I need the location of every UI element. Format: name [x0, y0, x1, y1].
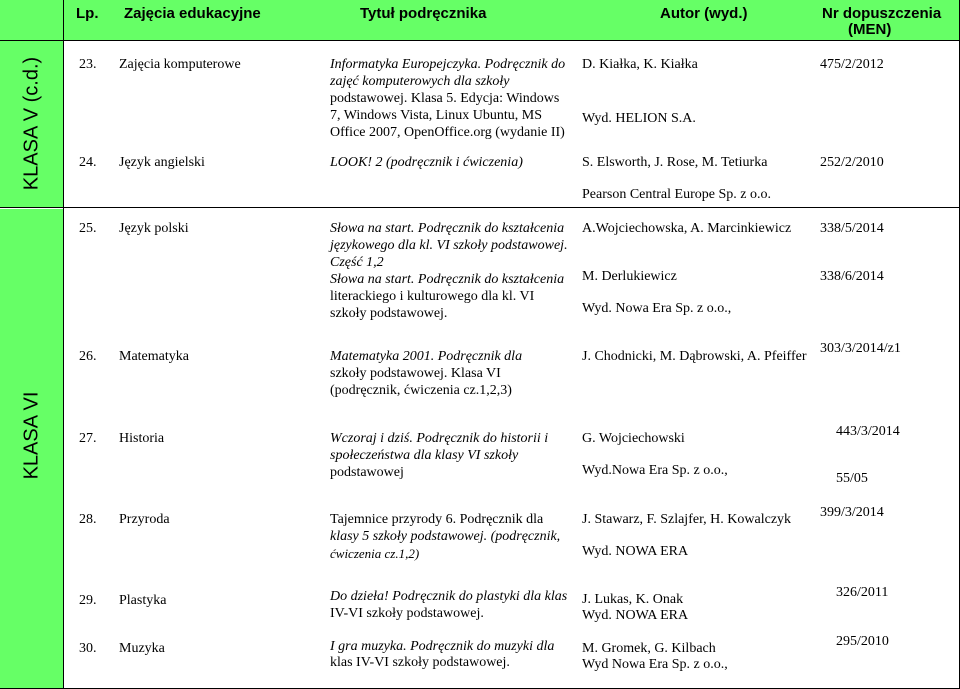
row-author-line: D. Kiałka, K. Kiałka: [582, 57, 698, 72]
row-publisher: Pearson Central Europe Sp. z o.o.: [582, 187, 771, 202]
row-subject: Przyroda: [119, 512, 170, 527]
header-approval-line-1: Nr dopuszczenia: [822, 5, 942, 22]
row-lp: 26.: [79, 349, 97, 364]
row-publisher: Wyd. NOWA ERA: [582, 544, 689, 559]
row-publisher: Wyd. NOWA ERA: [582, 608, 689, 623]
header-lp: Lp.: [76, 5, 99, 22]
row-subject: Historia: [119, 431, 165, 446]
row-subject: Matematyka: [119, 349, 189, 364]
row-title-line: Do dzieła! Podręcznik do plastyki dla klas: [330, 589, 568, 604]
row-publisher: Wyd Nowa Era Sp. z o.o.,: [582, 657, 728, 672]
row-author-line: J. Chodnicki, M. Dąbrowski, A. Pfeiffer: [582, 349, 807, 364]
header-divider: [0, 40, 960, 41]
row-lp: 23.: [79, 57, 97, 72]
row-approval: 252/2/2010: [820, 155, 884, 170]
row-title-line: (podręcznik, ćwiczenia cz.1,2,3): [330, 383, 512, 398]
row-approval: 326/2011: [836, 585, 889, 600]
row-approval: 443/3/2014: [836, 424, 900, 439]
row-approval: 399/3/2014: [820, 505, 884, 520]
row-publisher: Wyd.Nowa Era Sp. z o.o.,: [582, 463, 728, 478]
row-subject: Język angielski: [119, 155, 205, 170]
row-title-line: klas IV-VI szkoły podstawowej.: [330, 655, 510, 670]
row-approval: 55/05: [836, 471, 868, 486]
row-author-line: J. Lukas, K. Onak: [582, 592, 684, 607]
row-subject: Język polski: [119, 221, 189, 236]
row-title-line: LOOK! 2 (podręcznik i ćwiczenia): [330, 155, 523, 170]
row-subject: Muzyka: [119, 641, 165, 656]
row-approval: 303/3/2014/z1: [820, 341, 901, 356]
row-title-line: szkoły podstawowej. Klasa VI: [330, 366, 501, 381]
column-divider-left: [63, 0, 64, 689]
row-title-line: ćwiczenia cz.1,2): [330, 546, 420, 561]
class-divider: [0, 207, 960, 208]
class-band-v: [0, 41, 63, 207]
row-author-line: M. Gromek, G. Kilbach: [582, 641, 716, 656]
header-author: Autor (wyd.): [660, 5, 748, 22]
row-lp: 27.: [79, 431, 97, 446]
row-title-line: literackiego i kulturowego dla kl. VI: [330, 289, 535, 304]
row-title-line: 7, Windows Vista, Linux Ubuntu, MS: [330, 108, 542, 123]
row-lp: 29.: [79, 593, 97, 608]
row-title-line: Tajemnice przyrody 6. Podręcznik dla: [330, 512, 544, 527]
row-lp: 30.: [79, 641, 97, 656]
class-label-v: KLASA V (c.d.): [20, 56, 43, 191]
header-subject: Zajęcia edukacyjne: [124, 5, 261, 22]
row-author-line: J. Stawarz, F. Szlajfer, H. Kowalczyk: [582, 512, 792, 527]
row-title-line: podstawowej. Klasa 5. Edycja: Windows: [330, 91, 560, 106]
row-author-line: G. Wojciechowski: [582, 431, 685, 446]
row-lp: 28.: [79, 512, 97, 527]
row-publisher: Wyd. Nowa Era Sp. z o.o.,: [582, 301, 732, 316]
row-title-line: Wczoraj i dziś. Podręcznik do historii i: [330, 431, 549, 446]
row-title-line: klasy 5 szkoły podstawowej. (podręcznik,: [330, 529, 561, 544]
row-approval: 338/5/2014: [820, 221, 884, 236]
row-title-line: Część 1,2: [330, 255, 384, 270]
class-band-vi: [0, 209, 63, 689]
row-author-line: A.Wojciechowska, A. Marcinkiewicz: [582, 221, 792, 236]
row-title-line: IV-VI szkoły podstawowej.: [330, 606, 484, 621]
row-subject: Plastyka: [119, 593, 167, 608]
row-approval: 338/6/2014: [820, 269, 884, 284]
row-lp: 25.: [79, 221, 97, 236]
row-title-line: Office 2007, OpenOffice.org (wydanie II): [330, 125, 565, 140]
row-title-line: Informatyka Europejczyka. Podręcznik do: [330, 57, 566, 72]
table-header: [0, 0, 960, 40]
row-title-line: Matematyka 2001. Podręcznik dla: [330, 349, 523, 364]
row-title-line: szkoły podstawowej.: [330, 306, 448, 321]
row-lp: 24.: [79, 155, 97, 170]
row-title-line: Słowa na start. Podręcznik do kształcenia: [330, 272, 565, 287]
row-subject: Zajęcia komputerowe: [119, 57, 241, 72]
row-approval: 475/2/2012: [820, 57, 884, 72]
row-publisher: Wyd. HELION S.A.: [582, 111, 696, 126]
row-title-line: Słowa na start. Podręcznik do kształcenia: [330, 221, 565, 236]
header-approval-line-2: (MEN): [848, 21, 892, 38]
row-title-line: podstawowej: [330, 465, 404, 480]
row-approval: 295/2010: [836, 634, 889, 649]
row-author-line: S. Elsworth, J. Rose, M. Tetiurka: [582, 155, 768, 170]
row-title-line: I gra muzyka. Podręcznik do muzyki dla: [330, 639, 555, 654]
row-title-line: społeczeństwa dla klasy VI szkoły: [330, 448, 519, 463]
row-title-line: zajęć komputerowych dla szkoły: [330, 74, 510, 89]
row-title-line: językowego dla kl. VI szkoły podstawowej.: [330, 238, 568, 253]
class-label-vi: KLASA VI: [20, 391, 43, 480]
header-title: Tytuł podręcznika: [360, 5, 487, 22]
row-author-line: M. Derlukiewicz: [582, 269, 677, 284]
